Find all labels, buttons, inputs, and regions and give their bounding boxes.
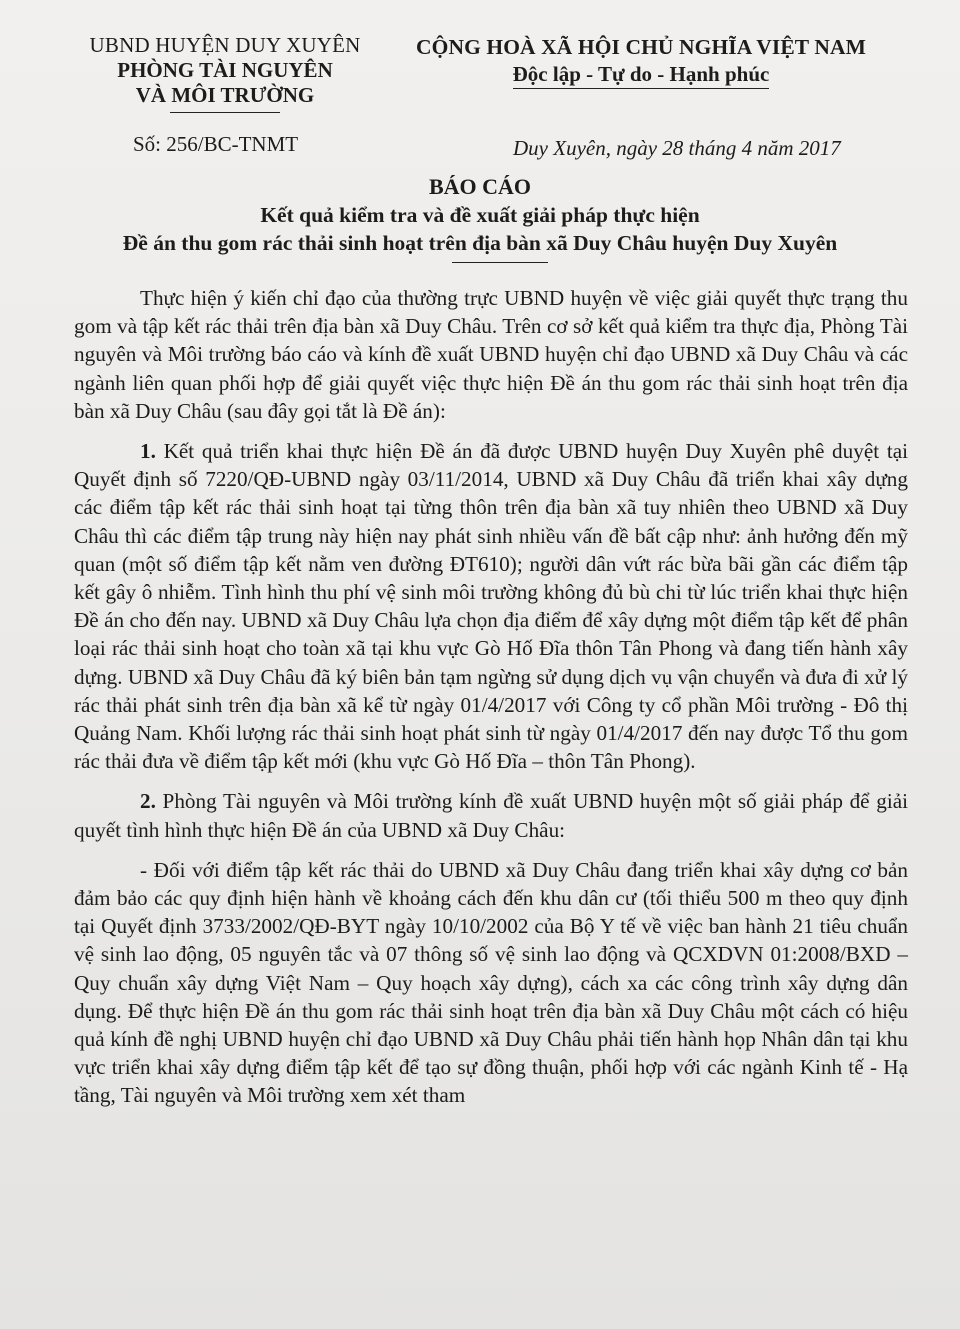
title-subject-line1: Kết quả kiểm tra và đề xuất giải pháp thực hiện — [260, 203, 700, 227]
national-motto-header — [402, 33, 880, 89]
issuing-agency-header — [66, 33, 384, 113]
agency-parent: UBND HUYỆN DUY XUYÊN — [89, 33, 361, 57]
intro-paragraph: Thực hiện ý kiến chỉ đạo của thường trực UBND huyện về việc giải quyết thực trạng thu gom và tập kết rác thải trên địa bàn xã Duy Châu. Trên cơ sở kết quả kiểm tra thực địa, Phòng Tài nguyên và Môi trường báo cáo và kính đề xuất UBND huyện chỉ đạo UBND xã Duy Châu và các ngành liên quan phối hợp để giải quyết việc thực hiện Đề án thu gom rác thải sinh hoạt trên địa bàn xã Duy Châu (sau đây gọi tắt là Đề án): — [74, 286, 908, 423]
title-underline — [452, 262, 548, 263]
agency-name-line2: VÀ MÔI TRƯỜNG — [135, 83, 315, 107]
place-and-date: Duy Xuyên, ngày 28 tháng 4 năm 2017 — [513, 136, 841, 160]
document-number: Số: 256/BC-TNMT — [133, 132, 299, 156]
document-title — [40, 173, 920, 257]
agency-underline — [170, 112, 280, 113]
agency-name-line1: PHÒNG TÀI NGUYÊN — [117, 58, 333, 82]
section-1-paragraph — [74, 437, 908, 775]
section-2-number: 2. — [140, 789, 156, 814]
country-name: CỘNG HOÀ XÃ HỘI CHỦ NGHĨA VIỆT NAM — [416, 35, 866, 59]
section-2-text: Phòng Tài nguyên và Môi trường kính đề xuất UBND huyện một số giải pháp để giải quyết tình hình thực hiện Đề án của UBND xã Duy Châu: — [74, 789, 909, 842]
section-1-number: 1. — [140, 439, 156, 464]
section-2-paragraph — [74, 787, 908, 843]
title-type: BÁO CÁO — [428, 174, 532, 199]
national-motto: Độc lập - Tự do - Hạnh phúc — [513, 61, 770, 89]
section-1-text: Kết quả triển khai thực hiện Đề án đã được UBND huyện Duy Xuyên phê duyệt tại Quyết định số 7220/QĐ-UBND ngày 03/11/2014, UBND xã Duy Châu đã triển khai xây dựng các điểm tập kết rác thải sinh hoạt tại từng thôn trên địa bàn xã tuy nhiên theo UBND xã Duy Châu thì các điểm tập trung này hiện nay phát sinh nhiều vấn đề bất cập như: ảnh hưởng đến mỹ quan (một số điểm tập kết nằm ven đường ĐT610); người dân vứt rác bừa bãi gần các điểm tập kết gây ô nhiễm. Tình hình thu phí vệ sinh môi trường không đủ bù chi từ lúc triển khai thực hiện Đề án cho đến nay. UBND xã Duy Châu lựa chọn địa điểm để xây dựng một điểm tập kết để phân loại rác thải sinh hoạt cho toàn xã tại khu vực Gò Hố Đĩa thôn Tân Phong và đang tiến hành xây dựng. UBND xã Duy Châu đã ký biên bản tạm ngừng sử dụng dịch vụ vận chuyển và đưa đi xử lý rác thải phát sinh trên địa bàn xã kể từ ngày 01/4/2017 với Công ty cổ phần Môi trường - Đô thị Quảng Nam. Khối lượng rác thải sinh hoạt phát sinh từ ngày 01/4/2017 đến nay được Tổ thu gom rác thải đưa về điểm tập kết mới (khu vực Gò Hố Đĩa – thôn Tân Phong). — [74, 439, 909, 774]
title-subject-line2: Đề án thu gom rác thải sinh hoạt trên địa bàn xã Duy Châu huyện Duy Xuyên — [122, 231, 838, 255]
bullet-paragraph-1: - Đối với điểm tập kết rác thải do UBND xã Duy Châu đang triển khai xây dựng cơ bản đảm bảo các quy định hiện hành về khoảng cách đến khu dân cư (tối thiểu 500 m theo quy định tại Quyết định 3733/2002/QĐ-BYT ngày 10/10/2002 của Bộ Y tế về việc ban hành 21 tiêu chuẩn vệ sinh lao động, 05 nguyên tắc và 07 thông số vệ sinh lao động và QCXDVN 01:2008/BXD – Quy chuẩn xây dựng Việt Nam – Quy hoạch xây dựng), cách xa các công trình xây dựng dân dụng. Để thực hiện Đề án thu gom rác thải sinh hoạt trên địa bàn xã Duy Châu một cách có hiệu quả kính đề nghị UBND huyện chỉ đạo UBND xã Duy Châu phải tiến hành họp Nhân dân tại khu vực triển khai xây dựng điểm tập kết để tạo sự đồng thuận, phối hợp với các ngành Kinh tế - Hạ tầng, Tài nguyên và Môi trường xem xét tham — [74, 857, 908, 1108]
report-body — [74, 284, 908, 1122]
